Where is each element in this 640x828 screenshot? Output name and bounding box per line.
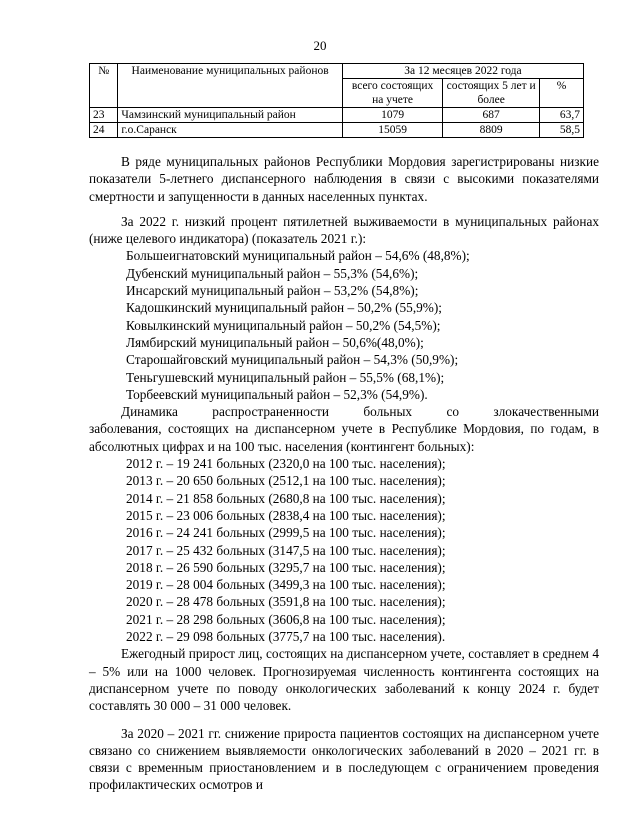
- year-item: 2022 г. – 29 098 больных (3775,7 на 100 тыс. населения).: [126, 629, 446, 645]
- table-row: [90, 108, 584, 123]
- year-item: 2019 г. – 28 004 больных (3499,3 на 100 тыс. населения);: [126, 577, 446, 593]
- year-item: 2021 г. – 28 298 больных (3606,8 на 100 тыс. населения);: [126, 611, 446, 627]
- header-five-years: состоящих 5 лет и более: [443, 79, 540, 108]
- district-item: Торбеевский муниципальный район – 52,3% (54,9%).: [126, 386, 428, 402]
- year-item: 2014 г. – 21 858 больных (2680,8 на 100 тыс. населения);: [126, 490, 446, 506]
- district-item: Инсарский муниципальный район – 53,2% (54,8%);: [126, 283, 419, 299]
- year-item: 2020 г. – 28 478 больных (3591,8 на 100 тыс. населения);: [126, 594, 446, 610]
- table-header-row: [90, 64, 584, 79]
- paragraph-dynamics: заболевания, состоящих на диспансерном учете в Республике Мордовия, по годам, в абсолютных цифрах и на 100 тыс. населения (контингент больных):: [89, 421, 599, 454]
- district-table: [89, 63, 584, 138]
- row-total: 1079: [342, 108, 442, 123]
- year-item: 2016 г. – 24 241 больных (2999,5 на 100 тыс. населения);: [126, 525, 446, 541]
- paragraph-growth-decline: За 2020 – 2021 гг. снижение прироста пациентов состоящих на диспансерном учете связано со снижением выявляемости онкологических заболеваний в 2020 – 2021 гг. в связи с временным приостановлением и в последующем с ограничением проведения профилактических осмотров и: [89, 725, 599, 793]
- row-five-years: 8809: [443, 123, 540, 138]
- year-item: 2018 г. – 26 590 больных (3295,7 на 100 тыс. населения);: [126, 559, 446, 575]
- header-num: №: [90, 64, 118, 108]
- year-item: 2012 г. – 19 241 больных (2320,0 на 100 тыс. населения);: [126, 456, 446, 472]
- district-item: Кадошкинский муниципальный район – 50,2% (55,9%);: [126, 300, 443, 316]
- paragraph-survival-intro: За 2022 г. низкий процент пятилетней выживаемости в муниципальных районах (ниже целевого индикатора) (показатель 2021 г.):: [89, 213, 599, 247]
- header-period: За 12 месяцев 2022 года: [342, 64, 583, 79]
- paragraph-annual-growth: Ежегодный прирост лиц, состоящих на диспансерном учете, составляет в среднем 4 – 5% или на 1000 человек. Прогнозируемая численность контингента состоящих на диспансерном учете по поводу онкологических заболеваний к концу 2024 г. будет составлять 30 000 – 31 000 человек.: [89, 646, 599, 714]
- row-total: 15059: [342, 123, 442, 138]
- header-total: всего состоящих на учете: [342, 79, 442, 108]
- row-name: Чамзинский муниципальный район: [118, 108, 342, 123]
- table-row: [90, 123, 584, 138]
- year-item: 2017 г. – 25 432 больных (3147,5 на 100 тыс. населения);: [126, 542, 446, 558]
- row-five-years: 687: [443, 108, 540, 123]
- year-item: 2015 г. – 23 006 больных (2838,4 на 100 тыс. населения);: [126, 507, 446, 523]
- district-item: Дубенский муниципальный район – 55,3% (54,6%);: [126, 265, 419, 281]
- district-item: Лямбирский муниципальный район – 50,6%(48,0%);: [126, 334, 424, 350]
- row-num: 23: [90, 108, 118, 123]
- row-num: 24: [90, 123, 118, 138]
- district-item: Старошайговский муниципальный район – 54,3% (50,9%);: [126, 352, 459, 368]
- year-item: 2013 г. – 20 650 больных (2512,1 на 100 тыс. населения);: [126, 473, 446, 489]
- paragraph-dynamics-first-line: Динамика распространенности больных со злокачественными: [121, 404, 599, 420]
- header-percent: %: [540, 79, 584, 108]
- row-name: г.о.Саранск: [118, 123, 342, 138]
- paragraph-low-indicators: В ряде муниципальных районов Республики Мордовия зарегистрированы низкие показатели 5-летнего диспансерного наблюдения в связи с высокими показателями смертности и запущенности в данных населенных пунктах.: [89, 154, 599, 204]
- district-item: Большеигнатовский муниципальный район – 54,6% (48,8%);: [126, 248, 470, 264]
- body-text: [89, 153, 599, 794]
- header-name: Наименование муниципальных районов: [118, 64, 342, 108]
- page-number: 20: [313, 38, 327, 53]
- district-item: Теньгушевский муниципальный район – 55,5% (68,1%);: [126, 369, 445, 385]
- row-percent: 58,5: [540, 123, 584, 138]
- row-percent: 63,7: [540, 108, 584, 123]
- district-item: Ковылкинский муниципальный район – 50,2% (54,5%);: [126, 317, 441, 333]
